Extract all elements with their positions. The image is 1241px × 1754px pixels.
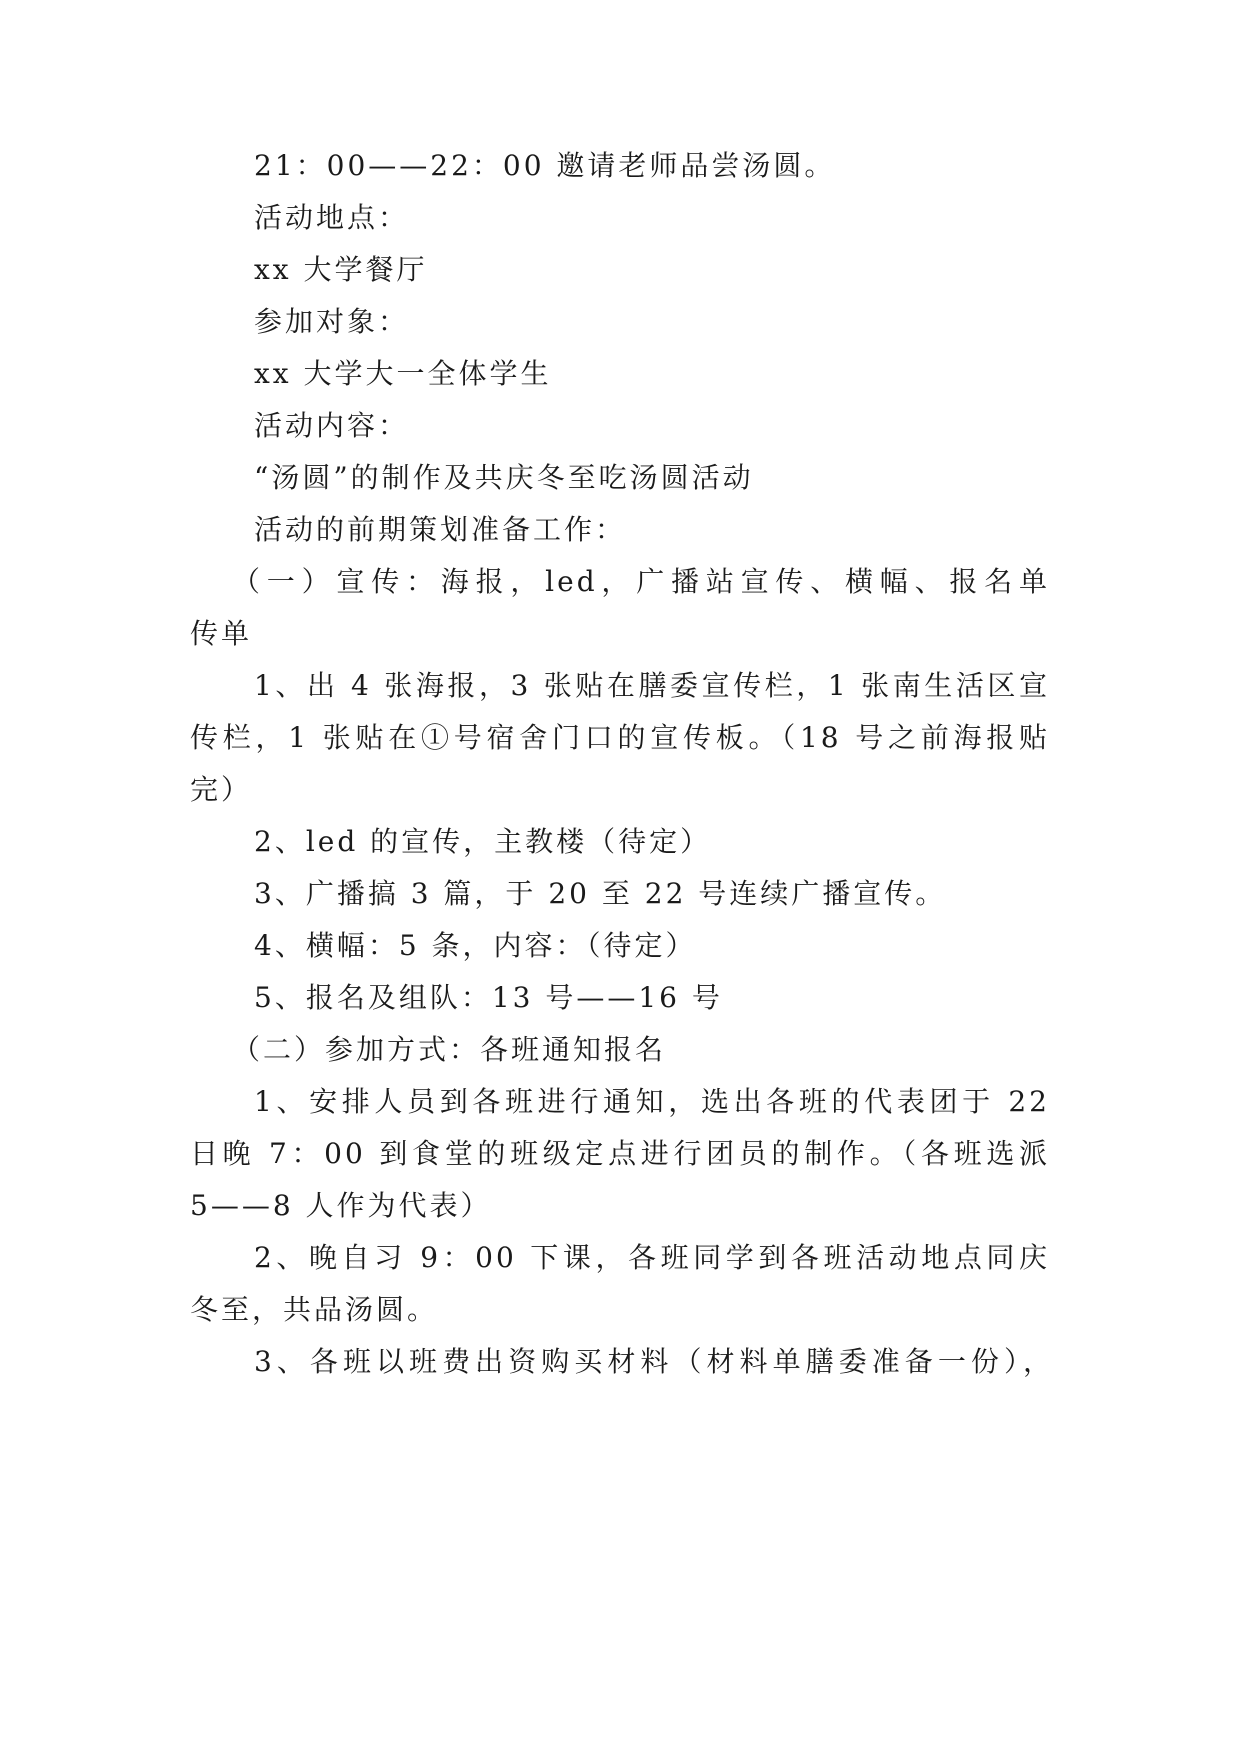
evening-item-line-1: 2、晚自习 9：00 下课，各班同学到各班活动地点同庆 [254, 1241, 1050, 1274]
posters-item-line-2: 传栏，1 张贴在①号宿舍门口的宣传板。（18 号之前海报贴 [190, 721, 1050, 754]
content-value: “汤圆”的制作及共庆冬至吃汤圆活动 [254, 461, 754, 494]
location-heading: 活动地点： [254, 201, 410, 234]
materials-item-line-1: 3、各班以班费出资购买材料（材料单膳委准备一份）， [254, 1345, 1054, 1378]
section-publicity-line-2: 传单 [190, 617, 253, 650]
broadcast-item: 3、广播搞 3 篇，于 20 至 22 号连续广播宣传。 [254, 877, 947, 910]
participants-heading: 参加对象： [254, 305, 410, 338]
schedule-line: 21：00——22：00 邀请老师品尝汤圆。 [254, 149, 836, 182]
posters-item-line-1: 1、出 4 张海报，3 张贴在膳委宣传栏，1 张南生活区宣 [254, 669, 1050, 702]
section-participation-heading: （二）参加方式：各班通知报名 [232, 1033, 667, 1066]
participants-value: xx 大学大一全体学生 [254, 357, 552, 390]
banner-item: 4、横幅：5 条，内容：（待定） [254, 929, 697, 962]
notify-item-line-3: 5——8 人作为代表） [190, 1189, 492, 1222]
section-publicity-line-1: （一）宣传：海报，led，广播站宣传、横幅、报名单 [232, 565, 1050, 598]
led-item: 2、led 的宣传，主教楼（待定） [254, 825, 712, 858]
notify-item-line-1: 1、安排人员到各班进行通知，选出各班的代表团于 22 [254, 1085, 1050, 1118]
location-value: xx 大学餐厅 [254, 253, 428, 286]
posters-item-line-3: 完） [190, 773, 253, 806]
content-heading: 活动内容： [254, 409, 410, 442]
preparation-heading: 活动的前期策划准备工作： [254, 513, 627, 546]
registration-item: 5、报名及组队：13 号——16 号 [254, 981, 723, 1014]
notify-item-line-2: 日晚 7：00 到食堂的班级定点进行团员的制作。（各班选派 [190, 1137, 1050, 1170]
evening-item-line-2: 冬至，共品汤圆。 [190, 1293, 439, 1326]
